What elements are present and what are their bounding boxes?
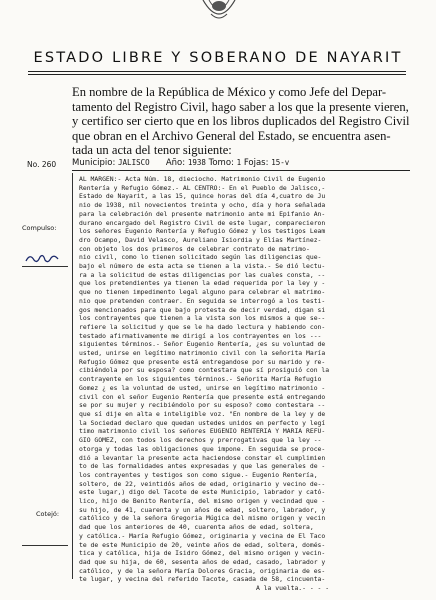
record-body-line: católico y de la señora Gregoria Múgica del mismo origen y vecin (79, 514, 326, 523)
record-body-line: cibiéndola por su esposa? como contestara que sí prosiguió con la (79, 366, 330, 375)
record-body-line: civil con el señor Eugenio Rentería que presente está entregando (79, 392, 326, 401)
record-body-line: otorga y todas las obligaciones que impone. En seguida se proce- (79, 444, 326, 453)
title-rule-top (28, 71, 406, 72)
tomo-label: Tomo: (208, 158, 234, 168)
record-body-line: nio de 1938, mil novecientos treinta y ocho, día y hora señalada (79, 201, 326, 210)
record-body-line: la Sociedad declaro que quedan ustedes unidos en perfecto y legí (79, 418, 326, 427)
record-body-line: para la celebración del presente matrimonio ante mi Epifanio An- (79, 209, 326, 218)
record-body-line: to de las formalidades antes expresadas y que las generales de - (79, 462, 326, 471)
record-body-line: Gomez ¿ es la voluntad de usted, unirse en legítimo matrimonio - (79, 383, 326, 392)
intro-line: tada un acta del tenor siguiente: (72, 143, 232, 158)
record-body-line: que no tienen impedimento legal alguno para celebrar el matrimo- (79, 288, 326, 297)
cotejo-label: Cotejó: (36, 510, 60, 518)
ano-label: Año: (165, 158, 186, 168)
title-rule-bottom (28, 74, 406, 75)
handwritten-signature (24, 251, 62, 265)
record-body-line: los señores Eugenio Rentería y Refugio Gómez y los testigos Leam (79, 227, 326, 236)
record-body-line: que sí dije en alta e inteligible voz. "En nombre de la ley y de (79, 409, 326, 418)
record-body-line: católico, y de la señora María Dolores Gracia, originaria de es- (79, 566, 326, 575)
record-body-line: nio que pretenden contraer. En seguida se interrogó a los testi- (79, 296, 326, 305)
state-title: ESTADO LIBRE Y SOBERANO DE NAYARIT (33, 50, 403, 66)
record-body-line: te de este Municipio de 20, veinte años de edad, soltera, domés- (79, 540, 326, 549)
tomo-value: 1 (236, 158, 242, 167)
municipio-label: Municipio: (72, 158, 116, 168)
record-body-line: que los pretendientes ya tienen la edad requerida por la ley y - (79, 279, 326, 288)
intro-line: tamento del Registro Civil, hago saber a los que la presente vieren, (72, 99, 409, 114)
record-body-line: usted, unirse en legítimo matrimonio civil con la señorita María (79, 349, 326, 358)
record-body-line: se por su mujer y recibiéndolo por su esposo? como contestara -- (79, 401, 326, 410)
record-body-line: durano encargado del Registro Civil de este lugar, comparecieron (79, 218, 326, 227)
record-body-line: dro Ocampo, David Velasco, Aureliano Isiordia y Elías Martínez- (79, 235, 322, 244)
record-body-line: dad que su hija, de 60, sesenta años de edad, casado, labrador y (79, 557, 326, 566)
intro-paragraph (72, 85, 410, 158)
record-body-line: AL MARGEN:- Acta Núm. 18, dieciocho. Matrimonio Civil de Eugenio (79, 175, 326, 183)
intro-line: que obran en el Archivo General del Estado, se encuentra asen- (72, 128, 391, 143)
record-fields (72, 158, 410, 168)
record-body-line: timo matrimonio civil los señores EUGENIO RENTERIA Y MARIA REFU- (79, 427, 326, 436)
cotejo-signature-rule (22, 545, 68, 546)
record-body-line: gos mencionados para que bajo protesta de decir verdad, digan si (79, 305, 326, 314)
fields-rule (72, 170, 410, 171)
record-body-line: con objeto los dos primeros de celebrar contrato de matrimo- (79, 244, 310, 253)
record-body-line: contrayente en los siguientes términos.- Señorita María Refugio (79, 375, 322, 384)
fojas-label: Fojas: (243, 158, 269, 168)
compulso-signature-rule (22, 266, 68, 267)
record-body-line: y católica.- María Refugio Gómez, originaria y vecina de El Taco (79, 531, 326, 540)
ano-value: 1938 (187, 158, 206, 167)
record-body-line: los contrayentes que tienen a la vista son los mismos a que se-- (79, 314, 326, 323)
record-body-line: su hijo, de 41, cuarenta y un años de edad, soltero, labrador, y (79, 505, 326, 514)
intro-line: y certifico ser cierto que en los libros duplicados del Registro Civil (72, 114, 410, 129)
record-body-line: testado afirmativamente me dirigí a los contrayentes en los --- (79, 331, 322, 340)
intro-line: En nombre de la República de México y como Jefe del Depar- (72, 85, 387, 99)
record-body-line: lico, hijo de Benito Rentería, del mismo origen y vecindad que - (79, 497, 326, 506)
record-body-line: dió a levantar la presente acta haciendose constar el cumplimien (79, 453, 326, 462)
coat-of-arms-seal (181, 0, 257, 30)
record-body-line: los contrayentes y testigos son como sigue.- Eugenio Rentería, (79, 470, 318, 479)
record-body-line: este lugar,) digo del Tacote de este Municipio, labrador y cató- (79, 488, 326, 497)
record-body-line: te lugar, y vecina del referido Tacote, casada de 58, cincuenta- (79, 575, 326, 584)
record-body-line: nio civil, como lo tienen solicitado según las diligencias que- (79, 253, 322, 262)
fojas-value: 15-v (271, 158, 290, 167)
record-number: No. 260 (27, 160, 57, 169)
record-body-line: siguientes términos.- Señor Eugenio Rentería, ¿es su voluntad de (79, 340, 326, 349)
record-body-line: Refugio Gómez que presente está entregandose por su marido y re- (79, 357, 326, 366)
record-body-line: Estado de Nayarit, a las 15, quince horas del día 4,cuatro de Ju (79, 192, 326, 201)
record-body-line: dad que los anteriores de 40, cuarenta años de edad, soltera, (79, 523, 314, 532)
record-body-line: soltero, de 22, veintidós años de edad, originario y vecino de-- (79, 479, 326, 488)
record-body-line: Rentería y Refugio Gómez.- AL CENTRO:- En el Pueblo de Jalisco,- (79, 183, 326, 192)
municipio-value: JALISCO (118, 158, 150, 167)
record-body-line: GIO GOMEZ, con todos los derechos y prerrogativas que la ley -- (79, 436, 322, 445)
record-body-line: tica y católica, hija de Isidro Gómez, del mismo origen y vecin- (79, 549, 326, 558)
record-body-line: refiere la solicitud y que se le ha dado lectura y habiendo con- (79, 322, 326, 331)
record-body-line: ra a la solicitud de estas diligencias por las cuales consta, -- (79, 270, 326, 279)
compulso-label: Compulso: (22, 224, 57, 232)
record-body-line: bajo el número de esta acta se tienen a la vista.- Se dió lectu- (79, 262, 326, 271)
record-body-text (79, 175, 409, 593)
record-body-line: A la vuelta.- - - - (79, 584, 330, 593)
